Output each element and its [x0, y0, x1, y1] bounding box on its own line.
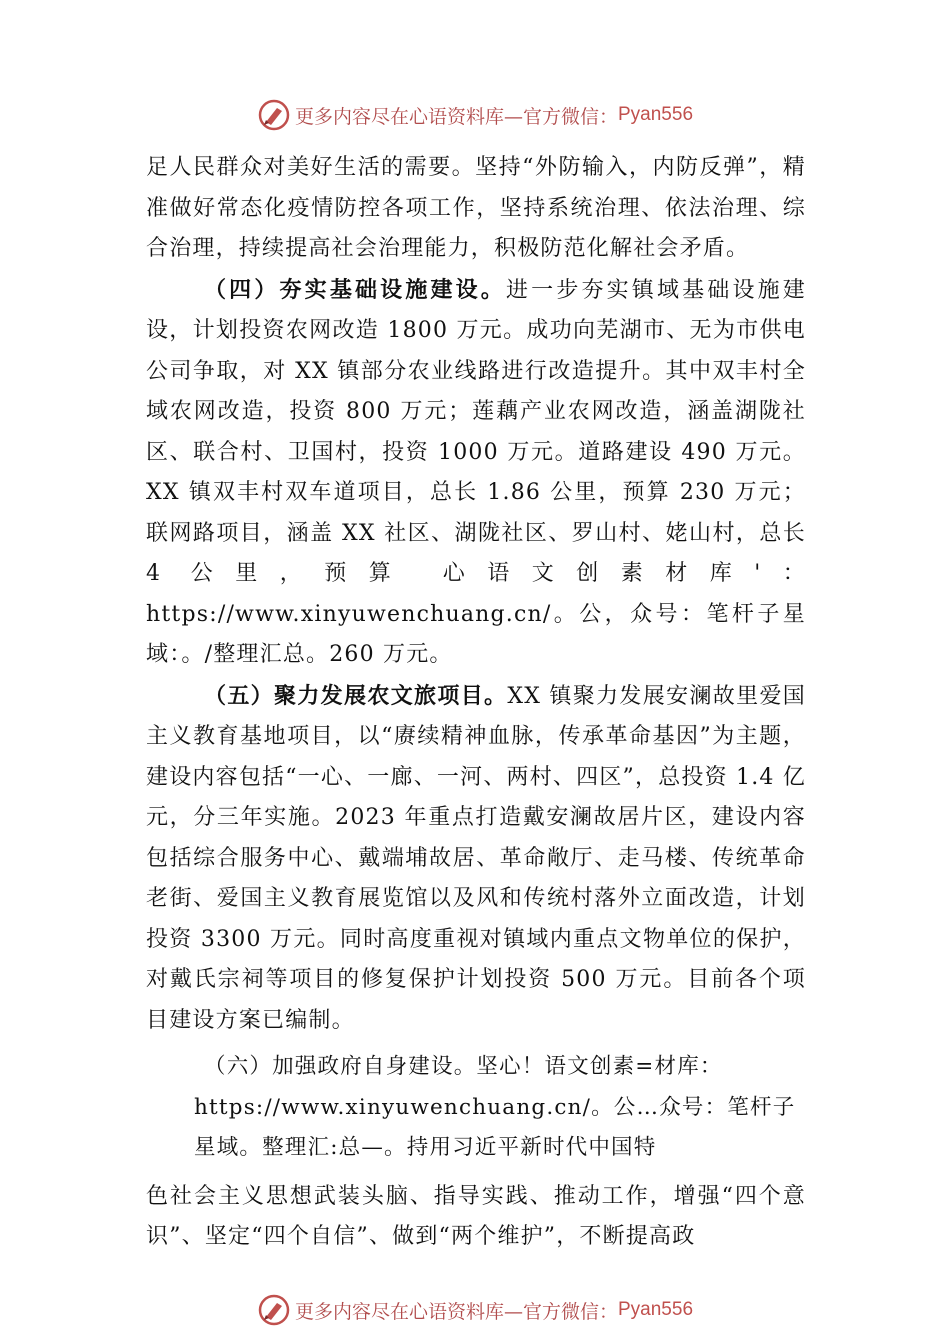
section-heading-6-line-2: https://www.xinyuwenchuang.cn/。公…众号：笔杆子 [194, 1094, 796, 1120]
paragraph-continued: 足人民群众对美好生活的需要。坚持“外防输入，内防反弹”，精准做好常态化疫情防控各项工作，坚持系统治理、依法治理、综合治理，持续提高社会治理能力，积极防范化解社会矛盾。 [146, 155, 806, 261]
watermark-logo-icon [257, 1293, 291, 1327]
watermark-logo-icon [257, 98, 291, 132]
watermark-text: 更多内容尽在心语资料库—官方微信： [294, 105, 618, 128]
section-heading-5: （五）聚力发展农文旅项目。 [204, 682, 508, 709]
section-heading-4: （四）夯实基础设施建设。 [204, 276, 506, 303]
section-heading-6-line-1: （六）加强政府自身建设。坚心！语文创素=材库： [204, 1054, 723, 1079]
paragraph-infrastructure-body: 进一步夯实镇域基础设施建设，计划投资农网改造 1800 万元。成功向芜湖市、无为市供电公司争取，对 XX 镇部分农业线路进行改造提升。其中双丰村全域农网改造，投资 800 万元；莲藕产业农网改造，涵盖湖陇社区、联合村、卫国村，投资 1000 万元。道路建设 490 万元。XX 镇双丰村双车道项目，总长 1.86 公里，预算 230 万元；联网路项目，涵盖 XX 社区、湖陇社区、罗山村、姥山村，总长 4 公里，预算 心语文创素材库'：https://www.xinyuwenchuang.cn/。公，众号：笔杆子星域：。/整理汇总。260 万元。 [146, 277, 806, 667]
paragraph-infrastructure [146, 270, 806, 676]
watermark-wechat-id: Pyan556 [618, 104, 694, 125]
watermark-text: 更多内容尽在心语资料库—官方微信： [294, 1300, 618, 1323]
watermark-wechat-id: Pyan556 [618, 1299, 694, 1320]
paragraph-tourism [146, 676, 806, 1042]
footer-watermark [0, 1290, 950, 1330]
paragraph-tail: 色社会主义思想武装头脑、指导实践、推动工作，增强“四个意识”、坚定“四个自信”、做到“两个维护”，不断提高政 [146, 1183, 806, 1249]
section-heading-6-line-3: 星域。整理汇:总—。持用习近平新时代中国特 [194, 1135, 657, 1160]
paragraph-tourism-body: XX 镇聚力发展安澜故里爱国主义教育基地项目，以“赓续精神血脉，传承革命基因”为主题，建设内容包括“一心、一廊、一河、两村、四区”，总投资 1.4 亿元，分三年实施。2023 年重点打造戴安澜故居片区，建设内容包括综合服务中心、戴端埔故居、革命敞厅、走马楼、传统革命老街、爱国主义教育展览馆以及风和传统村落外立面改造，计划投资 3300 万元。同时高度重视对镇域内重点文物单位的保护，对戴氏宗祠等项目的修复保护计划投资 500 万元。目前各个项目建设方案已编制。 [146, 683, 806, 1033]
document-body [146, 148, 806, 1257]
header-watermark [0, 95, 950, 135]
